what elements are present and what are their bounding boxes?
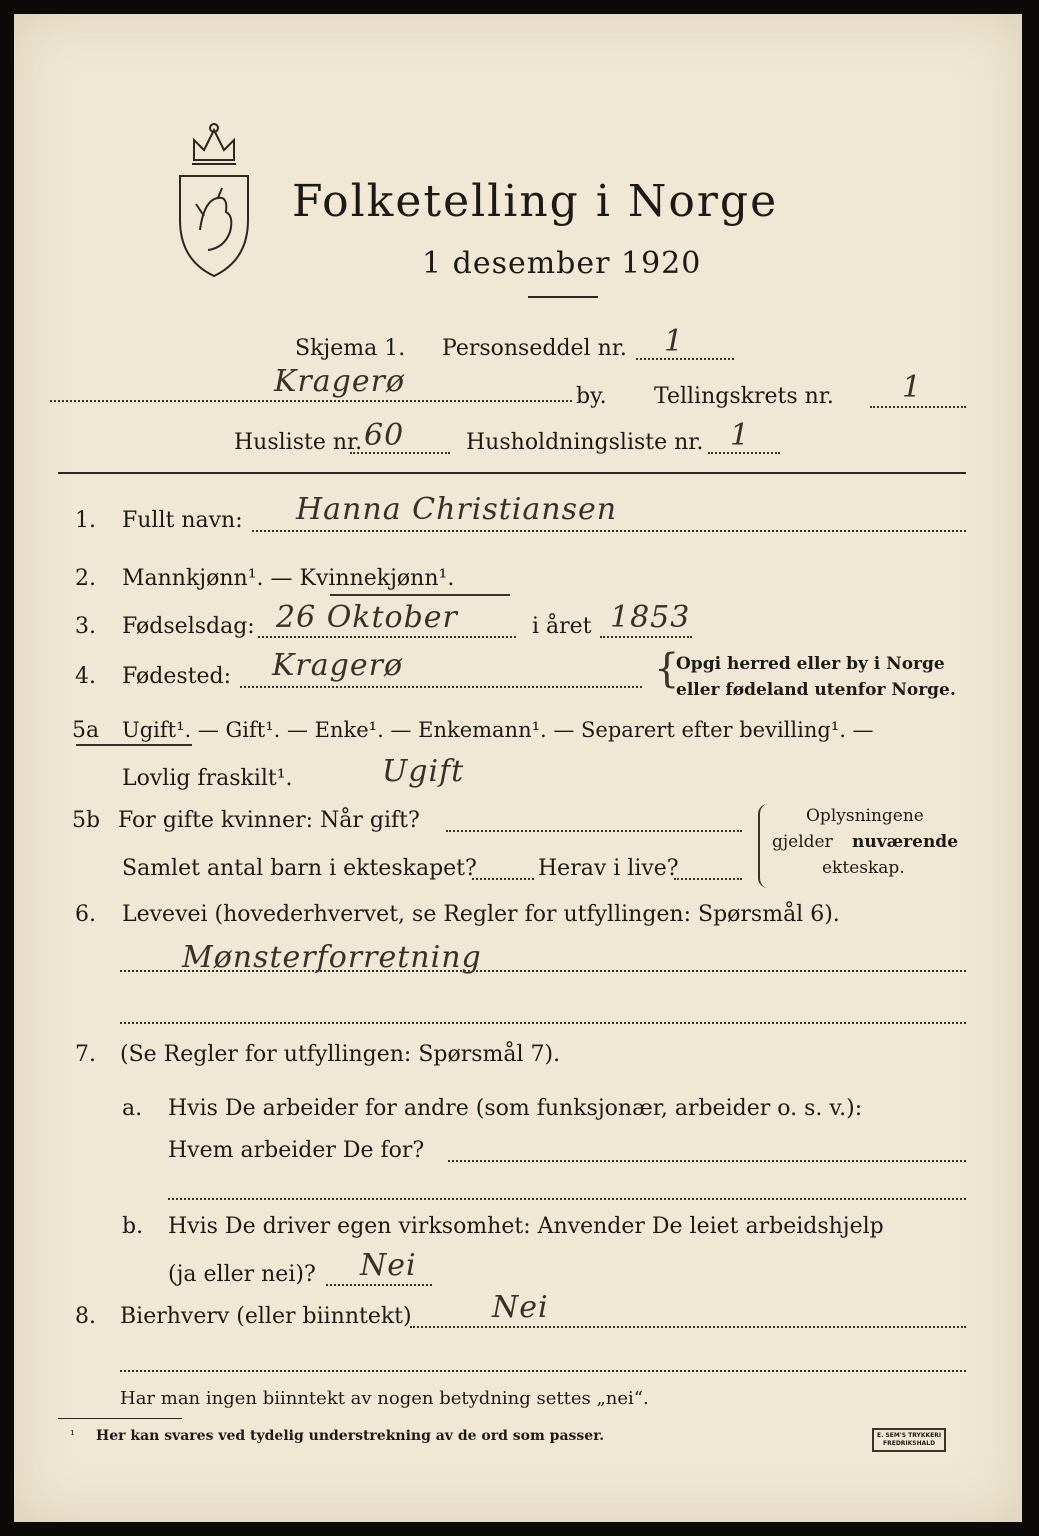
q3-day-value: 26 Oktober — [276, 600, 458, 635]
q4-value: Kragerø — [272, 648, 403, 683]
q2-label: Mannkjønn¹. — Kvinnekjønn¹. — [122, 566, 455, 591]
q7a-letter: a. — [122, 1096, 143, 1121]
q7b-line1: Hvis De driver egen virksomhet: Anvender De leiet arbeidshjelp — [168, 1214, 884, 1239]
q4-note-2: eller fødeland utenfor Norge. — [676, 680, 956, 700]
q7-label: (Se Regler for utfyllingen: Spørsmål 7). — [120, 1042, 561, 1067]
title-rule — [528, 296, 598, 298]
q2-number: 2. — [75, 566, 96, 591]
q5a-underline — [76, 744, 192, 746]
q7a-line1: Hvis De arbeider for andre (som funksjonær, arbeider o. s. v.): — [168, 1096, 863, 1121]
q3-year-label: i året — [532, 614, 592, 639]
q5b-line2a: Samlet antal barn i ekteskapet? — [122, 856, 477, 881]
printer-stamp-line2: FREDRIKSHALD — [883, 1440, 936, 1447]
q3-number: 3. — [75, 614, 96, 639]
form-title: Folketelling i Norge — [292, 176, 779, 227]
personseddel-line — [636, 358, 734, 360]
q3-year-value: 1853 — [610, 600, 691, 635]
printer-stamp-line1: E. SEM'S TRYKKERI — [877, 1432, 942, 1439]
husliste-value: 60 — [364, 418, 405, 453]
census-date: 1 desember 1920 — [422, 246, 702, 281]
q6-value: Mønsterforretning — [182, 940, 482, 975]
q7a-line2: Hvem arbeider De for? — [168, 1138, 425, 1163]
q6-line-2 — [120, 1022, 966, 1024]
q4-label: Fødested: — [122, 664, 232, 689]
q5b-live-line — [674, 878, 742, 880]
q2-underline — [330, 594, 510, 596]
q8-line-2 — [120, 1370, 966, 1372]
printer-stamp — [872, 1428, 946, 1452]
q5a-line2: Lovlig fraskilt¹. — [122, 766, 293, 791]
census-form-page — [14, 14, 1022, 1522]
tellingskrets-label: Tellingskrets nr. — [654, 384, 834, 409]
skjema-label: Skjema 1. — [295, 336, 406, 361]
q5b-barn-line — [472, 878, 534, 880]
q5b-line2b: Herav i live? — [538, 856, 679, 881]
header-divider — [58, 472, 966, 474]
coat-of-arms-icon — [174, 120, 254, 280]
q5b-side-3: ekteskap. — [822, 858, 905, 878]
q7-number: 7. — [75, 1042, 96, 1067]
q5b-line1: For gifte kvinner: Når gift? — [118, 808, 420, 833]
personseddel-label: Personseddel nr. — [442, 336, 627, 361]
q7b-line — [326, 1284, 432, 1286]
q5a-number: 5a — [72, 718, 100, 743]
q4-brace: { — [654, 646, 680, 692]
q7b-value: Nei — [360, 1248, 417, 1283]
q8-line — [410, 1326, 966, 1328]
q7b-line2: (ja eller nei)? — [168, 1262, 316, 1287]
footnote-text: Her kan svares ved tydelig understrekning av de ord som passer. — [96, 1428, 605, 1444]
q3-label: Fødselsdag: — [122, 614, 255, 639]
q7a-line — [448, 1160, 966, 1162]
by-line — [50, 400, 572, 402]
q6-label: Levevei (hovederhvervet, se Regler for utfyllingen: Spørsmål 6). — [122, 902, 840, 927]
q4-line — [240, 686, 642, 688]
q4-note-1: Opgi herred eller by i Norge — [676, 654, 945, 674]
q3-day-line — [258, 636, 516, 638]
husliste-label: Husliste nr. — [234, 430, 363, 455]
q5a-options: Ugift¹. — Gift¹. — Enke¹. — Enkemann¹. — Separert efter bevilling¹. — — [122, 718, 874, 742]
q6-number: 6. — [75, 902, 96, 927]
q8-number: 8. — [75, 1304, 96, 1329]
q6-line-1 — [120, 970, 966, 972]
tellingskrets-value: 1 — [902, 370, 923, 405]
personseddel-value: 1 — [664, 324, 685, 359]
tellingskrets-line — [870, 406, 966, 408]
q5b-nar-gift-line — [446, 830, 742, 832]
q5b-number: 5b — [72, 808, 101, 833]
q1-label: Fullt navn: — [122, 508, 243, 533]
q1-number: 1. — [75, 508, 96, 533]
husholdning-label: Husholdningsliste nr. — [466, 430, 704, 455]
q1-value: Hanna Christiansen — [296, 492, 618, 527]
q8-value: Nei — [492, 1290, 549, 1325]
q5b-side-1: Oplysningene — [806, 806, 924, 826]
q5b-brace — [758, 804, 770, 888]
q5b-side-2b: nuværende — [852, 832, 959, 852]
q3-year-line — [600, 636, 692, 638]
q1-line — [252, 530, 966, 532]
husholdning-value: 1 — [730, 418, 751, 453]
q7a-line-2 — [168, 1198, 966, 1200]
footnote-mark: ¹ — [70, 1428, 75, 1442]
q5a-value: Ugift — [382, 754, 465, 789]
q7b-letter: b. — [122, 1214, 144, 1239]
q8-label: Bierhverv (eller biinntekt) — [120, 1304, 412, 1329]
q4-number: 4. — [75, 664, 96, 689]
by-value: Kragerø — [274, 364, 405, 399]
q5b-side-2a: gjelder — [772, 832, 833, 852]
by-label: by. — [576, 384, 607, 409]
footnote-rule — [58, 1418, 182, 1419]
footer-note: Har man ingen biinntekt av nogen betydning settes „nei“. — [120, 1388, 649, 1409]
